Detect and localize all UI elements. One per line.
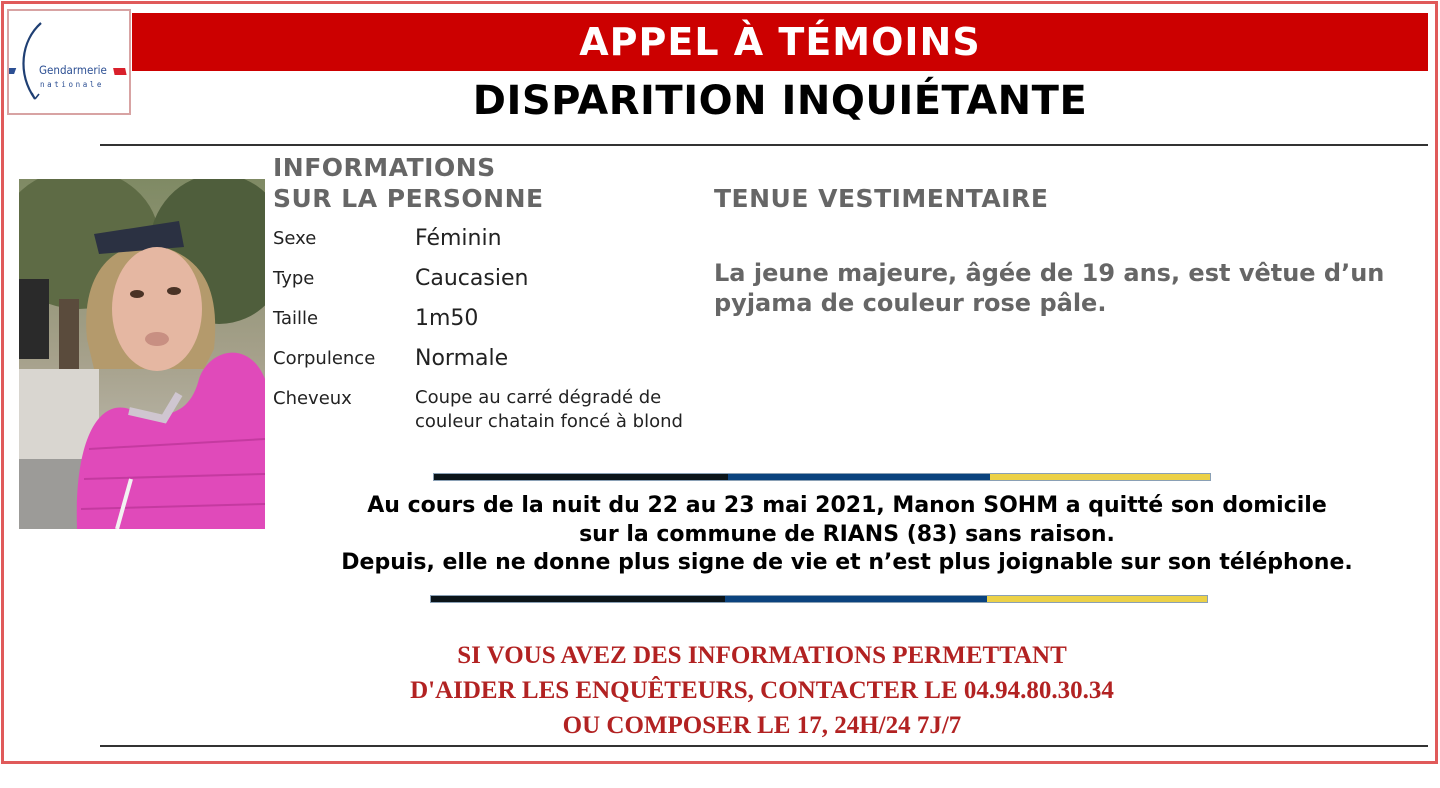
contact-info	[262, 638, 1262, 743]
info-value: Normale	[415, 346, 509, 371]
appeal-banner	[132, 13, 1428, 71]
person-info-title-line1: INFORMATIONS	[273, 153, 496, 182]
contact-line-3: OU COMPOSER LE 17, 24H/24 7J/7	[562, 712, 962, 739]
info-value: 1m50	[415, 306, 479, 331]
info-label: Cheveux	[273, 388, 352, 409]
disappearance-story	[270, 492, 1424, 578]
person-info-title	[273, 152, 544, 214]
tricolor-divider-top	[433, 473, 1211, 481]
info-value: Caucasien	[415, 266, 529, 291]
tricolor-divider-bottom	[430, 595, 1208, 603]
divider-top	[100, 144, 1428, 146]
subtitle-text: DISPARITION INQUIÉTANTE	[472, 78, 1088, 124]
contact-line-1: SI VOUS AVEZ DES INFORMATIONS PERMETTANT	[457, 642, 1067, 669]
person-photo-image	[19, 179, 265, 529]
divider-bottom	[100, 745, 1428, 747]
story-line-1: Au cours de la nuit du 22 au 23 mai 2021, Manon SOHM a quitté son domicile	[367, 493, 1327, 518]
svg-text:Gendarmerie: Gendarmerie	[39, 63, 107, 77]
missing-person-photo	[19, 179, 265, 529]
banner-title: APPEL À TÉMOINS	[579, 20, 981, 64]
page-title	[132, 74, 1428, 128]
clothing-title: TENUE VESTIMENTAIRE	[714, 184, 1049, 213]
contact-line-2: D'AIDER LES ENQUÊTEURS, CONTACTER LE 04.94.80.30.34	[410, 677, 1114, 704]
info-label: Type	[273, 268, 315, 289]
info-value: Féminin	[415, 226, 502, 251]
svg-text:nationale: nationale	[40, 80, 105, 89]
story-line-3: Depuis, elle ne donne plus signe de vie et n’est plus joignable sur son téléphone.	[341, 550, 1353, 575]
clothing-description: La jeune majeure, âgée de 19 ans, est vêtue d’un pyjama de couleur rose pâle.	[714, 259, 1385, 317]
person-info-title-line2: SUR LA PERSONNE	[273, 184, 544, 213]
info-value: Coupe au carré dégradé de couleur chatain foncé à blond	[415, 387, 683, 432]
gendarmerie-logo	[7, 9, 131, 115]
story-line-2: sur la commune de RIANS (83) sans raison.	[579, 521, 1115, 547]
info-label: Corpulence	[273, 348, 376, 369]
info-label: Taille	[273, 308, 319, 329]
info-label: Sexe	[273, 228, 317, 249]
gendarmerie-emblem-icon	[9, 11, 129, 113]
